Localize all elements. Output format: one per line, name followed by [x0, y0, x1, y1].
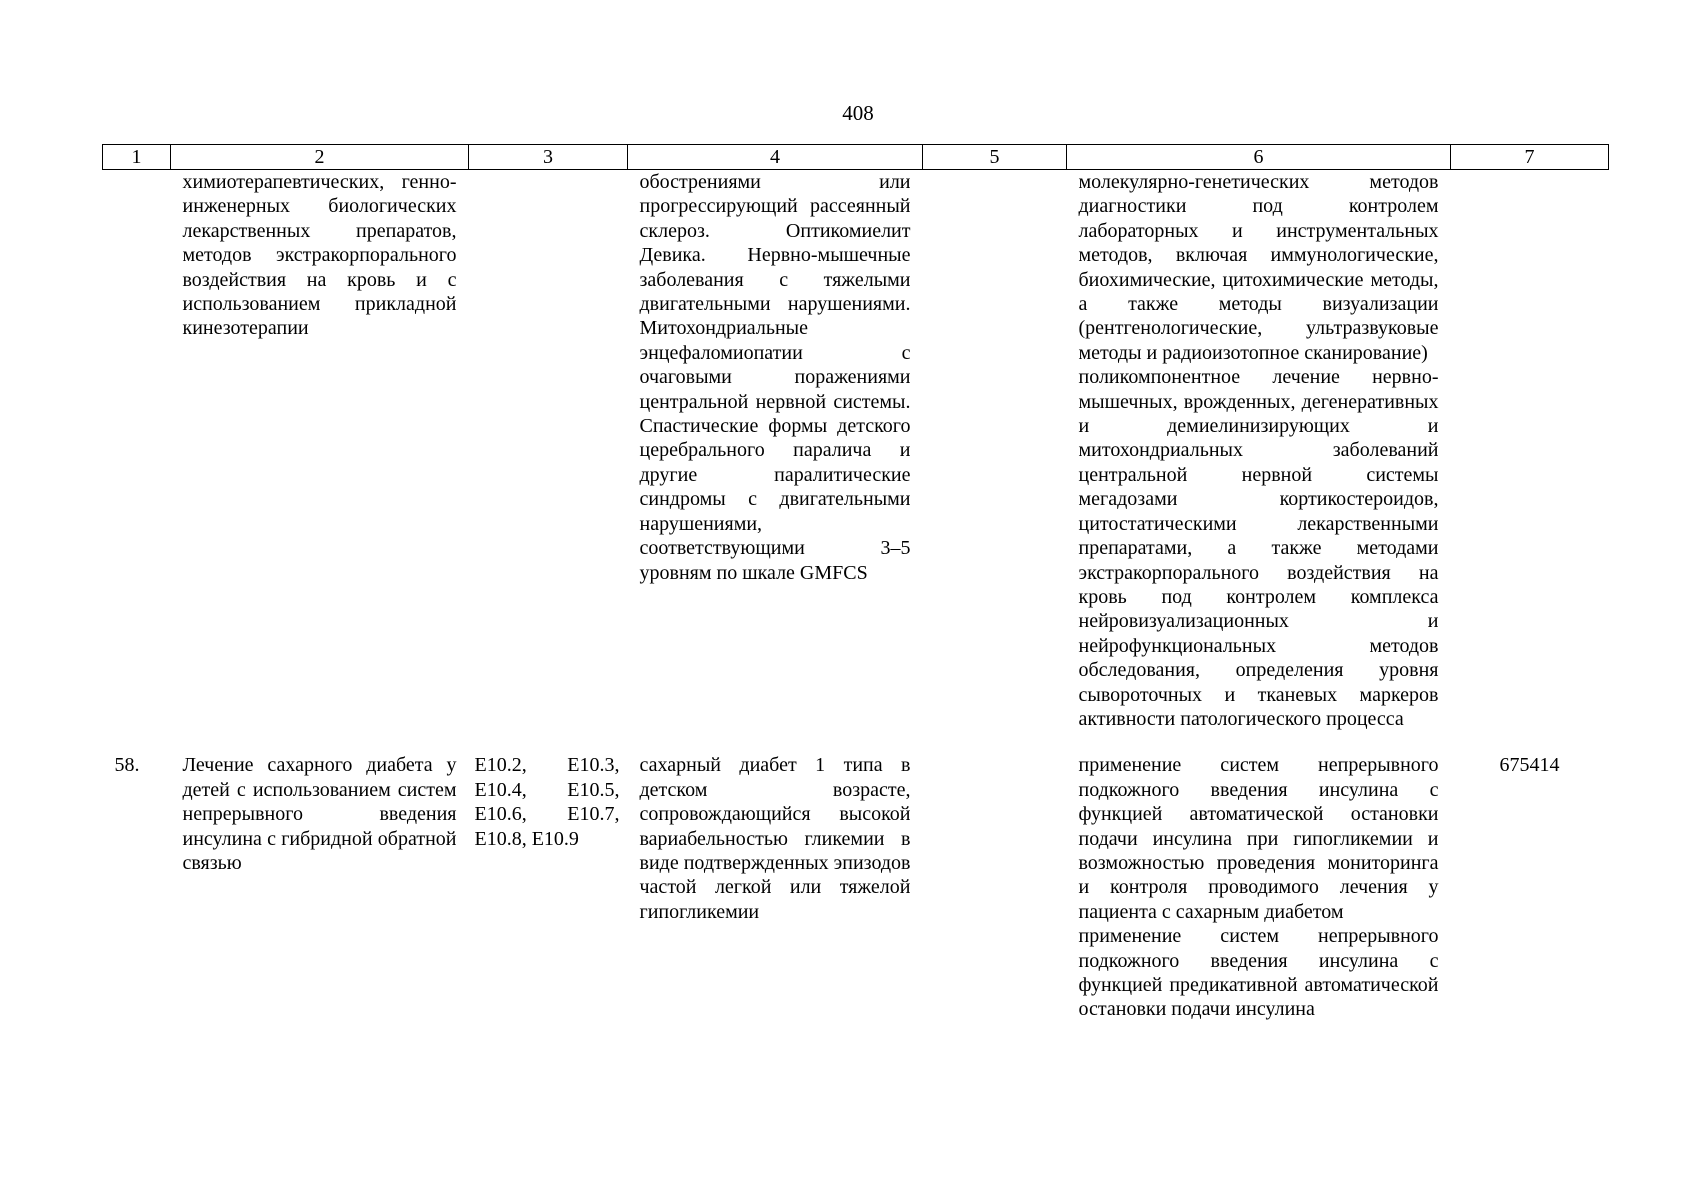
header-row	[103, 145, 1609, 170]
treatment-method-paragraph: применение систем непрерывного подкожного введения инсулина с функцией автоматической остановки подачи инсулина при гипогликемии и возможностью проведения мониторинга и контроля проводимого лечения у пациента с сахарным диабетом	[1078, 754, 1439, 923]
service-name: химиотерапевтических, генно-инженерных биологических лекарственных препаратов, методов экстракорпорального воздействия на кровь и с использованием прикладной кинезотерапии	[182, 171, 457, 340]
header-cell-7: 7	[1451, 145, 1609, 170]
page-number: 408	[842, 101, 874, 125]
patient-model: сахарный диабет 1 типа в детском возрасте, сопровождающийся высокой вариабельностью гликемии в виде подтвержденных эпизодов частой легкой или тяжелой гипогликемии	[639, 754, 911, 923]
treatment-method	[1067, 170, 1451, 732]
treatment-method-paragraph: поликомпонентное лечение нервно-мышечных, врожденных, дегенеративных и демиелинизирующих и митохондриальных заболеваний центральной нервной системы мегадозами кортикостероидов, цитостатическими лекарственными препаратами, а также методами экстракорпорального воздействия на кровь под контролем комплекса нейровизуализационных и нейрофункциональных методов обследования, определения уровня сывороточных и тканевых маркеров активности патологического процесса	[1078, 366, 1439, 730]
header-cell-1: 1	[103, 145, 171, 170]
row-number: 58.	[114, 754, 140, 777]
table-row	[103, 731, 1609, 1021]
icd-codes: E10.2, E10.3, E10.4, E10.5, E10.6, E10.7, E10.8, E10.9	[474, 754, 620, 850]
header-cell-4: 4	[628, 145, 923, 170]
price: 675414	[1499, 754, 1560, 777]
treatment-type	[923, 731, 1067, 1021]
icd-codes	[469, 170, 628, 732]
treatment-method-paragraph: применение систем непрерывного подкожного введения инсулина с функцией предикативной автоматической остановки подачи инсулина	[1078, 925, 1439, 1021]
service-name: Лечение сахарного диабета у детей с использованием систем непрерывного введения инсулина с гибридной обратной связью	[182, 754, 457, 874]
treatment-method	[1067, 731, 1451, 1021]
header-cell-2: 2	[171, 145, 469, 170]
row-number	[103, 170, 171, 732]
header-cell-6: 6	[1067, 145, 1451, 170]
treatment-method-paragraph: молекулярно-генетических методов диагностики под контролем лабораторных и инструментальных методов, включая иммунологические, биохимические, цитохимические методы, а также методы визуализации (рентгенологические, ультразвуковые методы и радиоизотопное сканирование)	[1078, 171, 1439, 364]
table-row	[103, 170, 1609, 732]
header-cell-5: 5	[923, 145, 1067, 170]
services-table	[102, 144, 1609, 1022]
price	[1451, 170, 1609, 732]
treatment-type	[923, 170, 1067, 732]
patient-model: обострениями или прогрессирующий рассеянный склероз. Оптикомиелит Девика. Нервно-мышечные заболевания с тяжелыми двигательными нарушениями. Митохондриальные энцефаломиопатии с очаговыми поражениями центральной нервной системы. Спастические формы детского церебрального паралича и другие паралитические синдромы с двигательными нарушениями, соответствующими 3–5 уровням по шкале GMFCS	[639, 171, 911, 584]
header-cell-3: 3	[469, 145, 628, 170]
